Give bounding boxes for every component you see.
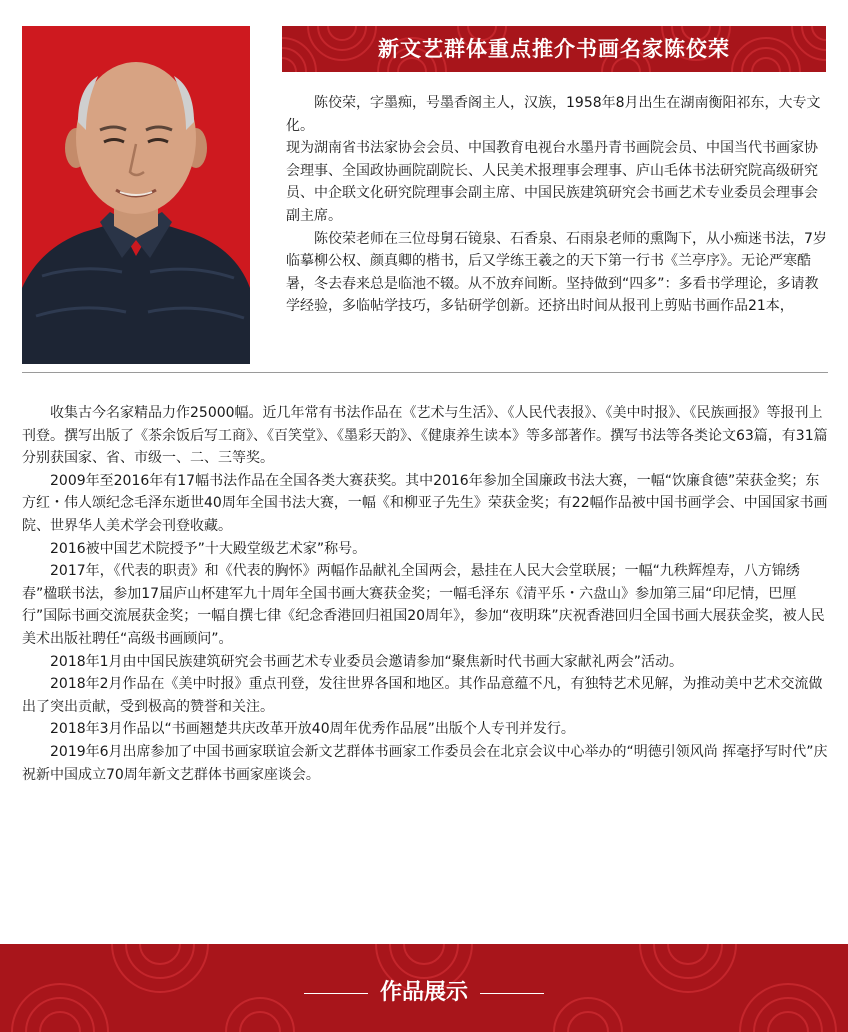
footer-title-row — [0, 972, 848, 1012]
bio-main-section — [22, 402, 828, 786]
bio-paragraph-2017: 2017年，《代表的职责》和《代表的胸怀》两幅作品献礼全国两会，悬挂在人民大会堂联展；一幅“九秩辉煌寿，八方锦绣春”楹联书法，参加17届庐山杯建军九十周年全国书画大赛获金奖；一幅毛泽东《清平乐・六盘山》参加第三届“印尼情，巴厘行”国际书画交流展获金奖；一幅自撰七律《纪念香港回归祖国20周年》，参加“夜明珠”庆祝香港回归全国书画大展获金奖，被人民美术出版社聘任“高级书画顾问”。 — [22, 563, 825, 647]
portrait-photo — [22, 26, 250, 364]
bio-paragraph-collection: 收集古今名家精品力作25000幅。近几年常有书法作品在《艺术与生活》、《人民代表报》、《美中时报》、《民族画报》等报刊上刊登。撰写出版了《茶余饭后写工商》、《百笑堂》、《墨彩天韵》、《健康养生读本》等多部著作。撰写书法等各类论文63篇，有31篇分别获国家、省、市级一、二、三等奖。 — [22, 405, 828, 467]
bio-paragraph-2018-mar: 2018年3月作品以“书画翘楚共庆改革开放40周年优秀作品展”出版个人专刊并发行。 — [50, 721, 575, 738]
footer-title: 作品展示 — [379, 979, 468, 1005]
bio-top-section — [286, 92, 830, 318]
page-title: 新文艺群体重点推介书画名家陈佼荣 — [378, 36, 730, 61]
bio-paragraph-memberships: 现为湖南省书法家协会会员、中国教育电视台水墨丹青书画院会员、中国当代书画家协会理事、全国政协画院副院长、人民美术报理事会理事、庐山毛体书法研究院高级研究员、中企联文化研究院理事会副主席、中国民族建筑研究会书画艺术专业委员会理事会副主席。 — [286, 140, 818, 224]
bio-paragraph-honor-2016: 2016被中国艺术院授予”十大殿堂级艺术家”称号。 — [50, 540, 367, 557]
title-banner — [282, 26, 826, 72]
bio-paragraph-training: 陈佼荣老师在三位母舅石镜泉、石香泉、石雨泉老师的熏陶下，从小痴迷书法，7岁临摹柳公权、颜真卿的楷书，后又学练王羲之的天下第一行书《兰亭序》。无论严寒酷暑，冬去春来总是临池不辍。从不放弃间断。坚持做到“四多”：多看书学理论，多请教学经验，多临帖学技巧，多钻研学创新。还挤出时间从报刊上剪贴书画作品21本， — [286, 230, 827, 315]
bio-paragraph-2018-jan: 2018年1月由中国民族建筑研究会书画艺术专业委员会邀请参加“聚焦新时代书画大家献礼两会”活动。 — [50, 653, 684, 670]
bio-paragraph-2018-feb: 2018年2月作品在《美中时报》重点刊登，发往世界各国和地区。其作品意蕴不凡，有独特艺术见解，为推动美中艺术交流做出了突出贡献，受到极高的赞誉和关注。 — [22, 676, 823, 715]
portrait-illustration — [22, 26, 250, 364]
footer-left-rule — [304, 993, 368, 994]
footer-right-rule — [480, 993, 544, 994]
bio-paragraph-2019-jun: 2019年6月出席参加了中国书画家联谊会新文艺群体书画家工作委员会在北京会议中心举办的“明德引领风尚 挥毫抒写时代”庆祝新中国成立70周年新文艺群体书画家座谈会。 — [22, 743, 828, 783]
section-divider — [22, 372, 828, 373]
bio-paragraph-awards-2009-2016: 2009年至2016年有17幅书法作品在全国各类大赛获奖。其中2016年参加全国廉政书法大赛，一幅“饮廉食德”荣获金奖；东方红・伟人颂纪念毛泽东逝世40周年全国书法大赛，一幅《和柳亚子先生》荣获金奖；有22幅作品被中国书画学会、中国国家书画院、世界华人美术学会刊登收藏。 — [22, 472, 828, 534]
bio-paragraph-intro: 陈佼荣，字墨痴，号墨香阁主人，汉族，1958年8月出生在湖南衡阳祁东，大专文化。 — [286, 95, 821, 134]
footer-banner — [0, 944, 848, 1032]
